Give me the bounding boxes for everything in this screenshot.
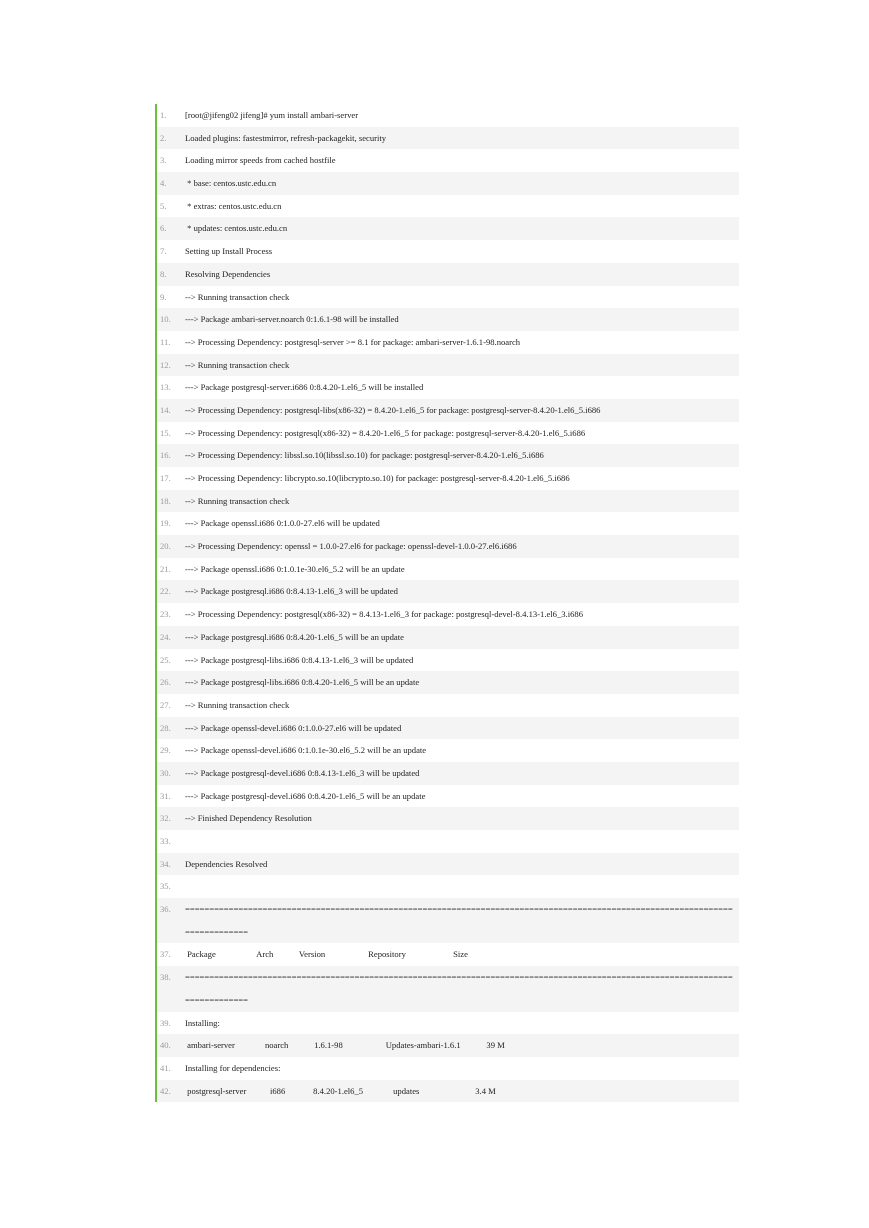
code-line — [157, 535, 739, 558]
line-text: Installing: — [185, 1017, 220, 1028]
line-text: ---> Package postgresql-server.i686 0:8.4.20-1.el6_5 will be installed — [185, 382, 424, 393]
line-number: 8. — [160, 268, 167, 279]
line-number: 35. — [160, 881, 171, 892]
line-number: 16. — [160, 450, 171, 461]
code-line — [157, 558, 739, 581]
line-text: ---> Package postgresql.i686 0:8.4.13-1.el6_3 will be updated — [185, 586, 398, 597]
line-text: ============================================================================================================================== — [185, 904, 733, 937]
line-number: 1. — [160, 110, 167, 120]
line-text: --> Processing Dependency: libcrypto.so.10(libcrypto.so.10) for package: postgresql-server-8.4.20-1.el6_5.i686 — [185, 473, 570, 483]
line-text: --> Processing Dependency: postgresql(x86-32) = 8.4.20-1.el6_5 for package: postgresql-server-8.4.20-1.el6_5.i686 — [185, 427, 586, 438]
code-line — [157, 308, 739, 331]
code-line — [157, 830, 739, 853]
line-number: 15. — [160, 427, 171, 438]
line-text: * base: centos.ustc.edu.cn — [185, 178, 277, 189]
line-number: 38. — [160, 972, 171, 983]
code-line — [157, 807, 739, 830]
line-number: 34. — [160, 858, 171, 869]
line-text: ---> Package openssl-devel.i686 0:1.0.0-27.el6 will be updated — [185, 722, 402, 733]
code-line — [157, 1057, 739, 1080]
line-number: 7. — [160, 246, 167, 257]
line-number: 42. — [160, 1085, 171, 1096]
line-text: --> Running transaction check — [185, 699, 290, 710]
code-line — [157, 966, 739, 1011]
line-number: 29. — [160, 745, 171, 756]
line-text: ---> Package ambari-server.noarch 0:1.6.1-98 will be installed — [185, 314, 399, 325]
line-text: --> Processing Dependency: postgresql(x86-32) = 8.4.13-1.el6_3 for package: postgresql-devel-8.4.13-1.el6_3.i686 — [185, 609, 583, 620]
line-text: Resolving Dependencies — [185, 268, 271, 279]
code-line — [157, 603, 739, 626]
line-number: 30. — [160, 767, 171, 778]
line-number: 19. — [160, 518, 171, 529]
line-number: 22. — [160, 586, 171, 597]
line-number: 32. — [160, 813, 171, 824]
code-line — [157, 875, 739, 898]
code-line — [157, 444, 739, 467]
code-line — [157, 626, 739, 649]
line-text: --> Processing Dependency: libssl.so.10(libssl.so.10) for package: postgresql-server-8.4.20-1.el6_5.i686 — [185, 450, 544, 461]
code-line — [157, 785, 739, 808]
line-text: Loading mirror speeds from cached hostfile — [185, 155, 336, 166]
line-number: 14. — [160, 404, 171, 415]
line-text: --> Running transaction check — [185, 495, 290, 506]
line-text: ---> Package postgresql.i686 0:8.4.20-1.el6_5 will be an update — [185, 631, 404, 642]
line-number: 10. — [160, 314, 171, 325]
line-number: 41. — [160, 1062, 171, 1073]
code-line — [157, 898, 739, 943]
line-number: 6. — [160, 223, 167, 234]
line-text: ---> Package postgresql-devel.i686 0:8.4.13-1.el6_3 will be updated — [185, 767, 420, 778]
code-line — [157, 762, 739, 785]
code-line — [157, 1080, 739, 1103]
line-text: * extras: centos.ustc.edu.cn — [185, 200, 282, 211]
code-line — [157, 104, 739, 127]
line-text: Dependencies Resolved — [185, 858, 268, 869]
line-number: 11. — [160, 336, 171, 347]
line-text: ---> Package postgresql-libs.i686 0:8.4.20-1.el6_5 will be an update — [185, 677, 420, 688]
code-line — [157, 739, 739, 762]
line-number: 31. — [160, 790, 171, 801]
code-line — [157, 422, 739, 445]
code-line — [157, 399, 739, 422]
line-text: Installing for dependencies: — [185, 1062, 281, 1073]
line-number: 2. — [160, 132, 167, 143]
code-line — [157, 286, 739, 309]
line-number: 9. — [160, 291, 167, 302]
line-text: ============================================================================================================================== — [185, 972, 733, 1005]
line-text: --> Running transaction check — [185, 359, 290, 370]
line-text: --> Finished Dependency Resolution — [185, 813, 312, 824]
line-number: 37. — [160, 949, 171, 960]
code-line — [157, 580, 739, 603]
line-number: 36. — [160, 904, 171, 915]
line-number: 23. — [160, 609, 171, 620]
code-line — [157, 717, 739, 740]
line-number: 18. — [160, 495, 171, 506]
line-number: 17. — [160, 473, 171, 483]
line-text: --> Running transaction check — [185, 291, 290, 302]
code-line — [157, 1034, 739, 1057]
line-number: 39. — [160, 1017, 171, 1028]
code-line — [157, 694, 739, 717]
code-line — [157, 127, 739, 150]
code-line — [157, 172, 739, 195]
line-number: 27. — [160, 699, 171, 710]
line-number: 3. — [160, 155, 167, 166]
line-number: 4. — [160, 178, 167, 189]
code-line — [157, 467, 739, 490]
line-text: ---> Package postgresql-devel.i686 0:8.4.20-1.el6_5 will be an update — [185, 790, 426, 801]
code-line — [157, 331, 739, 354]
code-line — [157, 149, 739, 172]
code-line — [157, 376, 739, 399]
code-line — [157, 649, 739, 672]
line-text: ---> Package openssl.i686 0:1.0.1e-30.el6_5.2 will be an update — [185, 563, 405, 574]
line-text: [root@jifeng02 jifeng]# yum install ambari-server — [185, 110, 359, 120]
line-text: ambari-server noarch 1.6.1-98 Updates-ambari-1.6.1 39 M — [185, 1040, 505, 1051]
code-line — [157, 217, 739, 240]
line-number: 24. — [160, 631, 171, 642]
code-line — [157, 853, 739, 876]
line-text: postgresql-server i686 8.4.20-1.el6_5 updates 3.4 M — [185, 1085, 496, 1096]
code-line — [157, 512, 739, 535]
line-text: Package Arch Version Repository Size — [185, 949, 468, 960]
code-line — [157, 263, 739, 286]
line-number: 28. — [160, 722, 171, 733]
line-number: 40. — [160, 1040, 171, 1051]
line-number: 33. — [160, 836, 171, 846]
line-text: * updates: centos.ustc.edu.cn — [185, 223, 288, 234]
line-number: 12. — [160, 359, 171, 370]
line-text: ---> Package openssl-devel.i686 0:1.0.1e-30.el6_5.2 will be an update — [185, 745, 427, 756]
line-text: --> Processing Dependency: openssl = 1.0.0-27.el6 for package: openssl-devel-1.0.0-27.el6.i686 — [185, 541, 517, 552]
line-text: --> Processing Dependency: postgresql-libs(x86-32) = 8.4.20-1.el6_5 for package: postgresql-server-8.4.20-1.el6_5.i686 — [185, 404, 601, 415]
line-text: Setting up Install Process — [185, 246, 273, 257]
line-number: 26. — [160, 677, 171, 688]
line-text: Loaded plugins: fastestmirror, refresh-packagekit, security — [185, 132, 387, 143]
code-block — [155, 104, 739, 1102]
line-number: 13. — [160, 382, 171, 393]
line-number: 25. — [160, 654, 171, 665]
code-line — [157, 240, 739, 263]
code-line — [157, 671, 739, 694]
code-line — [157, 943, 739, 966]
line-number: 5. — [160, 200, 167, 211]
code-line — [157, 490, 739, 513]
line-text: ---> Package openssl.i686 0:1.0.0-27.el6 will be updated — [185, 518, 380, 529]
code-line — [157, 1012, 739, 1035]
line-number: 20. — [160, 541, 171, 552]
line-text: ---> Package postgresql-libs.i686 0:8.4.13-1.el6_3 will be updated — [185, 654, 414, 665]
line-number: 21. — [160, 563, 171, 574]
line-text: --> Processing Dependency: postgresql-server >= 8.1 for package: ambari-server-1.6.1-98.noarch — [185, 336, 521, 347]
code-line — [157, 195, 739, 218]
code-line — [157, 354, 739, 377]
